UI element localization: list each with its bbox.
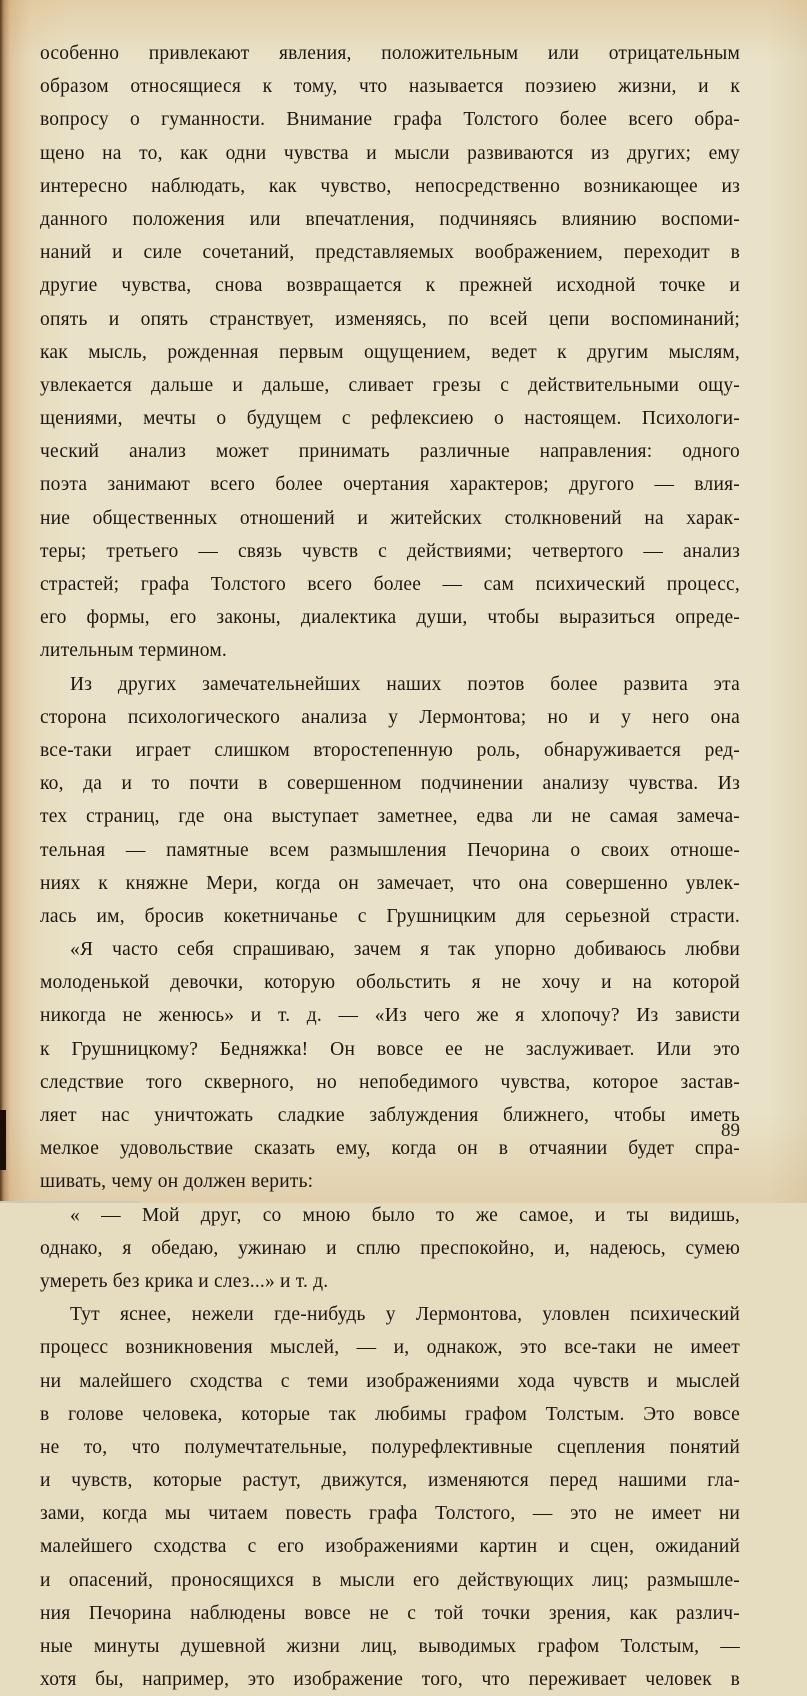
text-line: другие чувства, снова возвращается к прежней исходной точке и bbox=[40, 275, 740, 297]
text-line: не то, что полумечтательные, полурефлективные сцепления понятий bbox=[40, 1436, 740, 1458]
text-line: шивать, чему он должен верить: bbox=[40, 1171, 314, 1193]
paragraph bbox=[40, 37, 740, 668]
text-line: ниях к княжне Мери, когда он замечает, что она совершенно увлек- bbox=[40, 872, 740, 894]
text-line: зами, когда мы читаем повесть графа Толстого, — это не имеет ни bbox=[40, 1503, 740, 1525]
text-line: ляет нас уничтожать сладкие заблуждения ближнего, чтобы иметь bbox=[40, 1105, 740, 1126]
binding-shadow bbox=[0, 1110, 6, 1170]
text-line: ни малейшего сходства с теми изображениями хода чувств и мыслей bbox=[40, 1370, 740, 1392]
text-line: Тут яснее, нежели где-нибудь у Лермонтова, уловлен психический bbox=[70, 1304, 740, 1326]
text-line: страстей; графа Толстого всего более — сам психический процесс, bbox=[40, 574, 740, 595]
text-line: и опасений, проносящихся в мысли его действующих лиц; размышле- bbox=[40, 1569, 740, 1591]
text-line: Из других замечательнейших наших поэтов более развита эта bbox=[70, 673, 740, 695]
text-line: особенно привлекают явления, положительным или отрицательным bbox=[40, 43, 740, 64]
quotation-paragraph bbox=[40, 1199, 740, 1299]
text-line: однако, я обедаю, ужинаю и сплю преспокойно, и, надеюсь, сумею bbox=[40, 1237, 740, 1259]
text-line: молоденькой девочки, которую обольстить я не хочу и на которой bbox=[40, 972, 740, 994]
text-line: к Грушницкому? Бедняжка! Он вовсе ее не заслуживает. Или это bbox=[40, 1038, 740, 1060]
text-line: мелкое удовольствие сказать ему, когда он в отчаянии будет спра- bbox=[40, 1138, 740, 1160]
text-line: наний и силе сочетаний, представляемых воображением, переходит в bbox=[40, 242, 740, 264]
text-line: вопросу о гуманности. Внимание графа Толстого более всего обра- bbox=[40, 109, 740, 131]
text-line: и чувств, которые растут, движутся, изменяются перед нашими гла- bbox=[40, 1470, 740, 1492]
paragraph bbox=[40, 668, 740, 934]
text-line: ния Печорина наблюдены вовсе не с той точки зрения, как различ- bbox=[40, 1602, 740, 1624]
text-line: его формы, его законы, диалектика души, чтобы выразиться опреде- bbox=[40, 607, 740, 629]
text-line: умереть без крика и слез...» и т. д. bbox=[40, 1270, 329, 1292]
text-line: следствие того скверного, но непобедимого чувства, которое застав- bbox=[40, 1071, 740, 1093]
text-line: лась им, бросив кокетничанье с Грушницким для серьезной страсти. bbox=[40, 905, 740, 927]
text-line: опять и опять странствует, изменяясь, по всей цепи воспоминаний; bbox=[40, 308, 740, 330]
text-line: малейшего сходства с его изображениями картин и сцен, ожиданий bbox=[40, 1536, 740, 1558]
text-line: ные минуты душевной жизни лиц, выводимых графом Толстым, — bbox=[40, 1636, 740, 1657]
text-line: щено на то, как одни чувства и мысли развиваются из других; ему bbox=[40, 142, 740, 164]
text-line: лительным термином. bbox=[40, 640, 227, 662]
text-line: тех страниц, где она выступает заметнее, едва ли не самая замеча- bbox=[40, 806, 740, 828]
quotation-paragraph bbox=[40, 933, 740, 1199]
text-line: данного положения или впечатления, подчиняясь влиянию воспоми- bbox=[40, 208, 740, 230]
text-line: « — Мой друг, со мною было то же самое, и ты видишь, bbox=[70, 1204, 740, 1226]
text-line: как мысль, рожденная первым ощущением, ведет к другим мыслям, bbox=[40, 341, 740, 363]
text-line: процесс возникновения мыслей, — и, однакож, это все-таки не имеет bbox=[40, 1337, 740, 1359]
paragraph bbox=[40, 1298, 740, 1696]
page-body-text bbox=[40, 37, 740, 1696]
text-line: все-таки играет слишком второстепенную роль, обнаруживается ред- bbox=[40, 739, 740, 761]
text-line: увлекается дальше и дальше, сливает грезы с действительными ощу- bbox=[40, 374, 740, 396]
text-line: в голове человека, которые так любимы графом Толстым. Это вовсе bbox=[40, 1403, 740, 1425]
text-line: поэта занимают всего более очертания характеров; другого — влия- bbox=[40, 474, 740, 496]
page-number: 89 bbox=[721, 1120, 740, 1141]
text-line: «Я часто себя спрашиваю, зачем я так упорно добиваюсь любви bbox=[70, 939, 740, 961]
text-line: ческий анализ может принимать различные направления: одного bbox=[40, 441, 740, 463]
text-line: образом относящиеся к тому, что называется поэзиею жизни, и к bbox=[40, 76, 740, 98]
text-line: тельная — памятные всем размышления Печорина о своих отноше- bbox=[40, 839, 740, 861]
text-line: щениями, мечты о будущем с рефлексиею о настоящем. Психологи- bbox=[40, 408, 740, 430]
text-line: интересно наблюдать, как чувство, непосредственно возникающее из bbox=[40, 175, 740, 197]
text-line: ние общественных отношений и житейских столкновений на харак- bbox=[40, 507, 740, 529]
text-line: никогда не женюсь» и т. д. — «Из чего же я хлопочу? Из зависти bbox=[40, 1005, 740, 1027]
text-line: сторона психологического анализа у Лермонтова; но и у него она bbox=[40, 706, 740, 728]
text-line: теры; третьего — связь чувств с действиями; четвертого — анализ bbox=[40, 540, 740, 562]
text-line: хотя бы, например, это изображение того, что переживает человек в bbox=[40, 1669, 740, 1691]
text-line: ко, да и то почти в совершенном подчинении анализу чувства. Из bbox=[40, 773, 740, 795]
